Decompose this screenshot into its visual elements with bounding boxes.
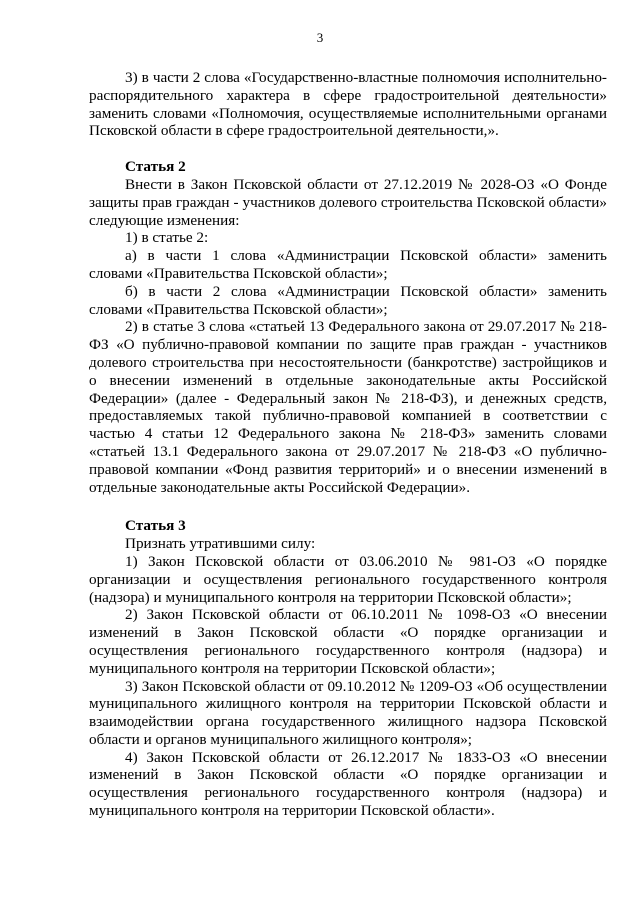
article-3-item-3: 3) Закон Псковской области от 09.10.2012 № 1209-ОЗ «Об осуществлении муниципального жилищного контроля на территории Псковской области и взаимодействии органа государственного жилищного надзора Псковской области и органов муниципального жилищного контроля»; <box>89 677 607 748</box>
article-2-item-1a: а) в части 1 слова «Администрации Псковской области» заменить словами «Правительства Псковской области»; <box>89 247 607 282</box>
article-3-item-1: 1) Закон Псковской области от 03.06.2010 № 981-ОЗ «О порядке организации и осуществления регионального государственного контроля (надзора) и муниципального контроля на территории Псковской области»; <box>89 552 607 606</box>
article-2-item-1b: б) в части 2 слова «Администрации Псковской области» заменить словами «Правительства Псковской области»; <box>89 282 607 318</box>
page-number: 3 <box>316 30 324 45</box>
article-3-item-4: 4) Закон Псковской области от 26.12.2017 № 1833-ОЗ «О внесении изменений в Закон Псковской области «О порядке организации и осуществления регионального государственного контроля (надзора) и муниципального контроля на территории Псковской области». <box>89 748 607 820</box>
article-3-paragraph: Признать утратившими силу: <box>125 535 316 553</box>
article-3-item-2: 2) Закон Псковской области от 06.10.2011 № 1098-ОЗ «О внесении изменений в Закон Псковской области «О порядке организации и осуществления регионального государственного контроля (надзора) и муниципального контроля на территории Псковской области»; <box>89 606 607 677</box>
article-2-paragraph: Внести в Закон Псковской области от 27.12.2019 № 2028-ОЗ «О Фонде защиты прав граждан - участников долевого строительства Псковской области» следующие изменения: <box>89 175 607 229</box>
article-2-item-1: 1) в статье 2: <box>125 229 209 247</box>
article-3-heading: Статья 3 <box>125 517 186 535</box>
document-body <box>89 69 607 820</box>
paragraph-intro-3: 3) в части 2 слова «Государственно-властные полномочия исполнительно-распорядительного характера в сфере градостроительной деятельности» заменить словами «Полномочия, осуществляемые исполнительными органами Псковской области в сфере градостроительной деятельности,». <box>89 69 607 140</box>
article-2-heading: Статья 2 <box>125 158 186 176</box>
article-2-item-2: 2) в статье 3 слова «статьей 13 Федерального закона от 29.07.2017 № 218-ФЗ «О публично-правовой компании по защите прав граждан - участников долевого строительства при несостоятельности (банкротстве) застройщиков и о внесении изменений в отдельные законодательные акты Российской Федерации» (далее - Федеральный закон № 218-ФЗ), и денежных средств, предоставляемых такой публично-правовой компанией в соответствии с частью 4 статьи 12 Федерального закона № 218-ФЗ» заменить словами «статьей 13.1 Федерального закона от 29.07.2017 № 218-ФЗ «О публично-правовой компании «Фонд развития территорий» и о внесении изменений в отдельные законодательные акты Российской Федерации». <box>89 318 607 496</box>
